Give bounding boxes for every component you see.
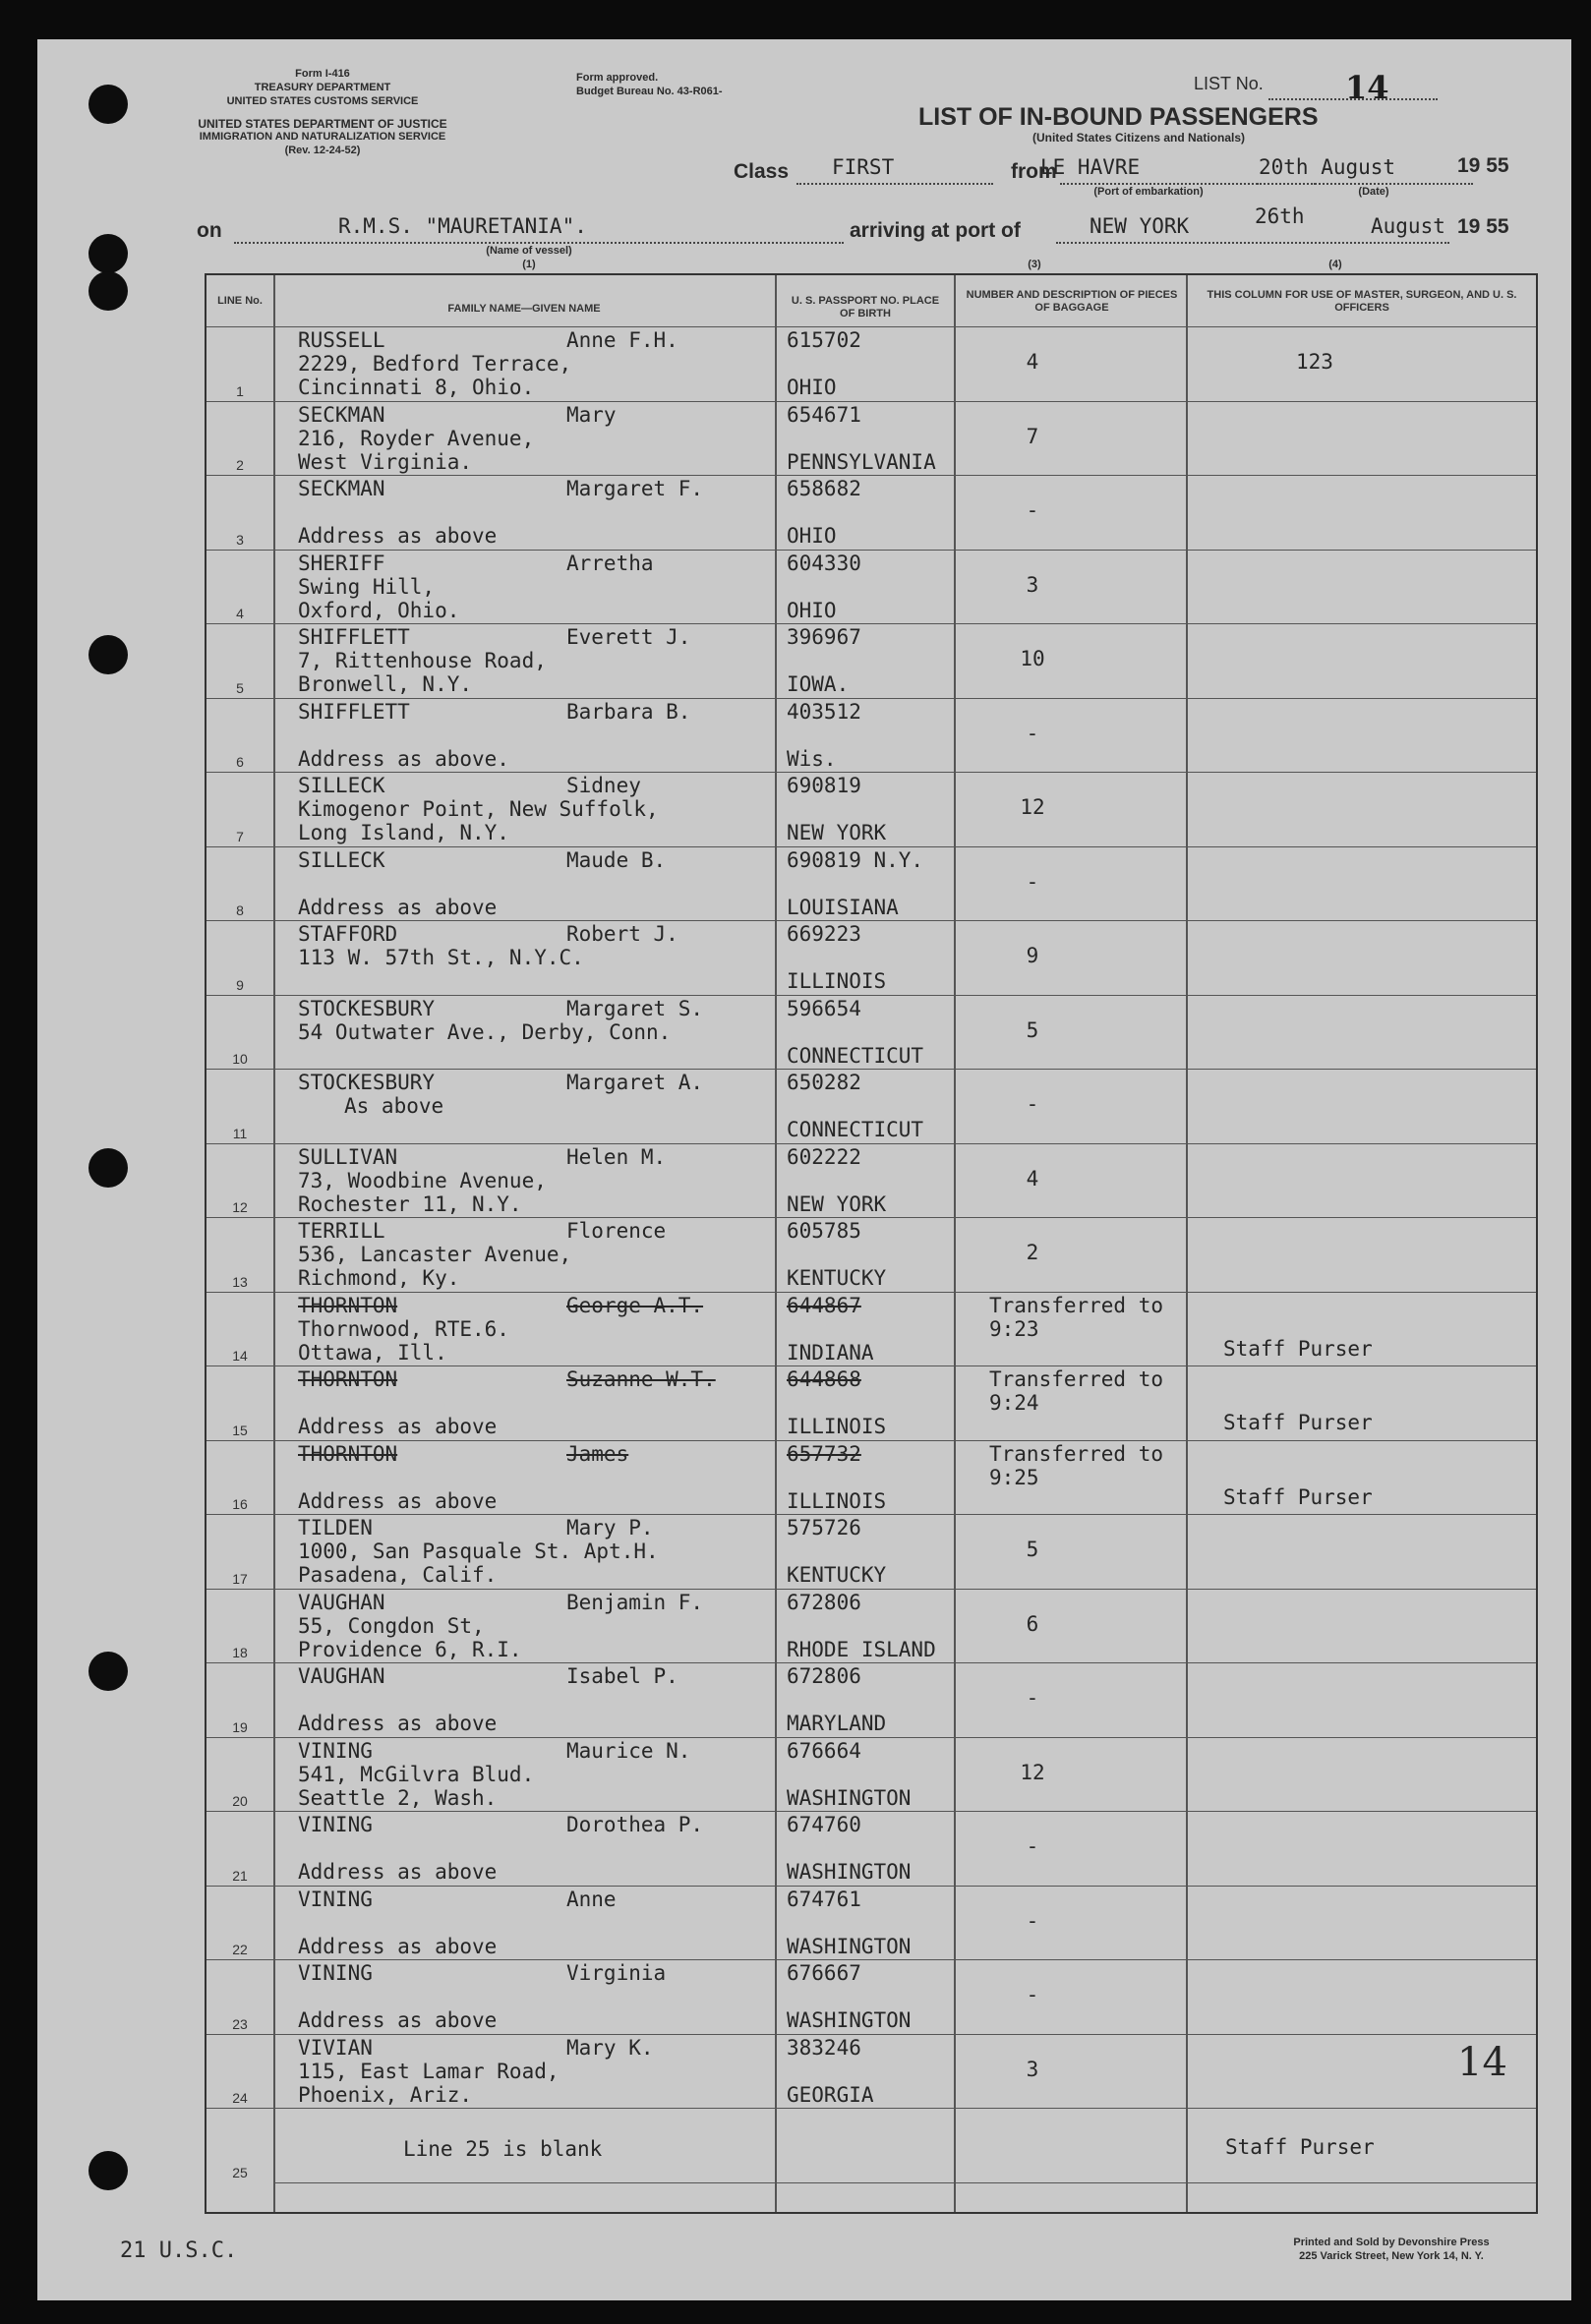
from-label: from bbox=[1011, 160, 1057, 183]
table-row bbox=[206, 550, 1536, 624]
table-row bbox=[206, 1886, 1536, 1960]
given-name: Mary K. bbox=[566, 2035, 654, 2060]
line-number: 17 bbox=[232, 1570, 248, 1587]
col-header-baggage: NUMBER AND DESCRIPTION OF PIECES OF BAGGAGE bbox=[966, 289, 1178, 314]
punch-hole bbox=[88, 271, 128, 311]
place-of-birth: INDIANA bbox=[787, 1340, 874, 1365]
place-of-birth: GEORGIA bbox=[787, 2082, 874, 2107]
class-value: FIRST bbox=[832, 155, 895, 179]
passport-number: 690819 N.Y. bbox=[787, 847, 924, 872]
given-name: James bbox=[566, 1441, 629, 1466]
family-name: TERRILL bbox=[298, 1219, 385, 1243]
line-number: 3 bbox=[236, 531, 244, 548]
table-row bbox=[206, 846, 1536, 921]
line-number: 8 bbox=[236, 902, 244, 918]
place-of-birth: KENTUCKY bbox=[787, 1266, 887, 1290]
given-name: Barbara B. bbox=[566, 699, 691, 724]
table-row bbox=[206, 475, 1536, 550]
caption-4: (4) bbox=[1328, 259, 1342, 270]
line-number: 7 bbox=[236, 828, 244, 844]
punch-hole bbox=[88, 635, 128, 674]
address-line-1: 1000, San Pasquale St. Apt.H. bbox=[298, 1540, 659, 1563]
address-line-2: Address as above bbox=[298, 895, 498, 919]
transfer-time: 9:23 bbox=[989, 1316, 1039, 1341]
table-row bbox=[206, 1292, 1536, 1366]
passport-number: 604330 bbox=[787, 551, 861, 575]
given-name: Margaret S. bbox=[566, 996, 704, 1020]
passport-number: 674761 bbox=[787, 1887, 861, 1911]
given-name: Mary bbox=[566, 402, 617, 427]
baggage-count: 4 bbox=[1026, 1166, 1039, 1191]
row-divider bbox=[206, 1365, 1536, 1366]
row-divider bbox=[206, 401, 1536, 402]
passport-number: 596654 bbox=[787, 996, 861, 1020]
address-line-1: 2229, Bedford Terrace, bbox=[298, 352, 572, 376]
family-name: SHIFFLETT bbox=[298, 699, 410, 724]
family-name: SHERIFF bbox=[298, 551, 385, 575]
table-row bbox=[206, 1811, 1536, 1886]
class-line bbox=[796, 183, 993, 185]
table-row bbox=[206, 995, 1536, 1070]
baggage-count: 12 bbox=[1020, 1760, 1045, 1784]
port-of-embarkation: LE HAVRE bbox=[1040, 155, 1141, 179]
address-line-2: Address as above bbox=[298, 1712, 498, 1735]
row-divider bbox=[206, 698, 1536, 699]
family-name: VAUGHAN bbox=[298, 1664, 385, 1688]
arrival-month: August bbox=[1371, 214, 1445, 238]
address-line-1: 73, Woodbine Avenue, bbox=[298, 1168, 547, 1192]
line-number: 13 bbox=[232, 1273, 248, 1290]
baggage-count: - bbox=[1026, 1834, 1039, 1858]
passport-number: 669223 bbox=[787, 922, 861, 946]
baggage-count: 4 bbox=[1026, 350, 1039, 374]
baggage-count: 3 bbox=[1026, 2057, 1039, 2081]
given-name: Margaret A. bbox=[566, 1071, 704, 1094]
given-name: Sidney bbox=[566, 774, 641, 797]
address-line-1: 7, Rittenhouse Road, bbox=[298, 649, 547, 672]
document-subtitle: (United States Citizens and Nationals) bbox=[1031, 131, 1246, 145]
baggage-count: - bbox=[1026, 1908, 1039, 1933]
place-of-birth: NEW YORK bbox=[787, 1191, 887, 1216]
given-name: Isabel P. bbox=[566, 1664, 678, 1688]
passport-number: 605785 bbox=[787, 1219, 861, 1243]
family-name: THORNTON bbox=[298, 1293, 398, 1317]
baggage-count: 12 bbox=[1020, 795, 1045, 819]
baggage-count: - bbox=[1026, 498, 1039, 522]
line-number: 1 bbox=[236, 382, 244, 399]
table-row bbox=[206, 2034, 1536, 2109]
form-approved: Form approved. bbox=[576, 72, 659, 84]
line-number: 18 bbox=[232, 1645, 248, 1660]
punch-hole bbox=[88, 234, 128, 273]
family-name: VIVIAN bbox=[298, 2035, 373, 2060]
place-of-birth: LOUISIANA bbox=[787, 895, 899, 919]
row-divider bbox=[206, 995, 1536, 996]
transfer-remark: Transferred to bbox=[989, 1293, 1164, 1317]
passport-number: 674760 bbox=[787, 1813, 861, 1836]
passport-number: 644867 bbox=[787, 1293, 861, 1317]
address-line-1: As above bbox=[344, 1094, 444, 1118]
row-divider bbox=[206, 550, 1536, 551]
punch-hole bbox=[88, 1148, 128, 1188]
passport-number: 672806 bbox=[787, 1664, 861, 1688]
line-number: 19 bbox=[232, 1718, 248, 1735]
officer-note: Staff Purser bbox=[1223, 1411, 1373, 1434]
place-of-birth: CONNECTICUT bbox=[787, 1118, 924, 1141]
baggage-count: - bbox=[1026, 721, 1039, 745]
place-of-birth: WASHINGTON bbox=[787, 1934, 912, 1958]
embarkation-date: 20th August bbox=[1259, 155, 1396, 179]
passport-number: 396967 bbox=[787, 625, 861, 649]
transfer-remark: Transferred to bbox=[989, 1441, 1164, 1466]
given-name: Dorothea P. bbox=[566, 1813, 704, 1836]
passport-number: 676667 bbox=[787, 1961, 861, 1985]
place-of-birth: ILLINOIS bbox=[787, 1415, 887, 1438]
given-name: Arretha bbox=[566, 551, 654, 575]
baggage-count: - bbox=[1026, 869, 1039, 894]
given-name: Anne F.H. bbox=[566, 328, 678, 352]
line-number: 16 bbox=[232, 1496, 248, 1512]
port-caption: (Port of embarkation) bbox=[1093, 186, 1204, 198]
place-of-birth: OHIO bbox=[787, 598, 837, 622]
place-of-birth: OHIO bbox=[787, 376, 837, 399]
line-number: 10 bbox=[232, 1051, 248, 1067]
revision-date: (Rev. 12-24-52) bbox=[284, 145, 361, 156]
address-line-2: Address as above bbox=[298, 1488, 498, 1513]
given-name: Everett J. bbox=[566, 625, 691, 649]
passport-number: 650282 bbox=[787, 1071, 861, 1094]
row-divider bbox=[206, 846, 1536, 847]
passport-number: 672806 bbox=[787, 1590, 861, 1614]
table-row bbox=[206, 1589, 1536, 1663]
date-line bbox=[1257, 183, 1473, 185]
table-row bbox=[206, 1365, 1536, 1440]
address-line-2: Oxford, Ohio. bbox=[298, 598, 460, 622]
passport-number: 383246 bbox=[787, 2035, 861, 2060]
given-name: Suzanne W.T. bbox=[566, 1367, 716, 1391]
baggage-count: 5 bbox=[1026, 1538, 1039, 1561]
table-row bbox=[206, 623, 1536, 698]
family-name: THORNTON bbox=[298, 1441, 398, 1466]
address-line-2: Phoenix, Ariz. bbox=[298, 2082, 473, 2107]
caption-3: (3) bbox=[1028, 259, 1041, 270]
table-row bbox=[206, 1737, 1536, 1812]
address-line-2: Richmond, Ky. bbox=[298, 1266, 460, 1290]
address-line-2: Address as above bbox=[298, 1934, 498, 1958]
family-name: SHIFFLETT bbox=[298, 625, 410, 649]
address-line-1: 536, Lancaster Avenue, bbox=[298, 1243, 572, 1266]
baggage-count: - bbox=[1026, 1092, 1039, 1116]
passport-number: 658682 bbox=[787, 477, 861, 500]
table-row bbox=[206, 1662, 1536, 1737]
table-row bbox=[206, 1069, 1536, 1143]
date-caption: (Date) bbox=[1358, 186, 1389, 198]
baggage-count: - bbox=[1026, 1686, 1039, 1710]
given-name: George A.T. bbox=[566, 1293, 704, 1317]
passport-number: 644868 bbox=[787, 1367, 861, 1391]
line-number: 5 bbox=[236, 679, 244, 696]
baggage-count: 5 bbox=[1026, 1017, 1039, 1042]
transfer-time: 9:25 bbox=[989, 1465, 1039, 1489]
passport-number: 602222 bbox=[787, 1144, 861, 1169]
arrival-port: NEW YORK bbox=[1090, 214, 1190, 238]
family-name: SULLIVAN bbox=[298, 1144, 398, 1169]
table-row bbox=[206, 1514, 1536, 1589]
address-line-2: Address as above bbox=[298, 1860, 498, 1884]
passport-number: 403512 bbox=[787, 699, 861, 724]
baggage-count: 3 bbox=[1026, 572, 1039, 597]
family-name: STOCKESBURY bbox=[298, 1071, 436, 1094]
row-divider bbox=[206, 772, 1536, 773]
place-of-birth: MARYLAND bbox=[787, 1712, 887, 1735]
table-row bbox=[206, 326, 1536, 401]
given-name: Anne bbox=[566, 1887, 617, 1911]
address-line-2: Address as above bbox=[298, 1415, 498, 1438]
class-label: Class bbox=[734, 160, 790, 183]
line-number: 12 bbox=[232, 1199, 248, 1215]
address-line-2: West Virginia. bbox=[298, 449, 473, 474]
budget-bureau: Budget Bureau No. 43-R061- bbox=[576, 86, 723, 97]
family-name: SECKMAN bbox=[298, 477, 385, 500]
address-line-2: Ottawa, Ill. bbox=[298, 1340, 447, 1365]
punch-hole bbox=[88, 1652, 128, 1691]
passport-number: 575726 bbox=[787, 1516, 861, 1540]
address-line-1: Kimogenor Point, New Suffolk, bbox=[298, 797, 659, 821]
row-divider bbox=[206, 1514, 1536, 1515]
baggage-count: 9 bbox=[1026, 944, 1039, 967]
row-divider bbox=[206, 326, 1536, 327]
address-line-1: 55, Congdon St, bbox=[298, 1613, 485, 1638]
baggage-count: 6 bbox=[1026, 1611, 1039, 1636]
line-number: 11 bbox=[232, 1125, 248, 1141]
family-name: VAUGHAN bbox=[298, 1590, 385, 1614]
table-row bbox=[206, 920, 1536, 995]
given-name: Robert J. bbox=[566, 922, 678, 946]
printer-line-2: 225 Varick Street, New York 14, N. Y. bbox=[1299, 2250, 1484, 2262]
family-name: VINING bbox=[298, 1887, 373, 1911]
row-divider bbox=[206, 1662, 1536, 1663]
passenger-table bbox=[205, 273, 1538, 2214]
row-divider bbox=[206, 1143, 1536, 1144]
given-name: Florence bbox=[566, 1219, 667, 1243]
place-of-birth: NEW YORK bbox=[787, 821, 887, 844]
statute-reference: 21 U.S.C. bbox=[120, 2238, 238, 2263]
address-line-2: Pasadena, Calif. bbox=[298, 1563, 498, 1587]
place-of-birth: PENNSYLVANIA bbox=[787, 449, 936, 474]
document-title: LIST OF IN-BOUND PASSENGERS bbox=[918, 103, 1319, 131]
family-name: SILLECK bbox=[298, 774, 385, 797]
row-divider bbox=[206, 1217, 1536, 1218]
address-line-2: Providence 6, R.I. bbox=[298, 1637, 522, 1661]
col-header-officers: THIS COLUMN FOR USE OF MASTER, SURGEON, AND U. S. OFFICERS bbox=[1207, 289, 1517, 314]
officer-note: Staff Purser bbox=[1225, 2135, 1375, 2159]
passport-number: 676664 bbox=[787, 1738, 861, 1763]
table-row bbox=[206, 1959, 1536, 2034]
line-number: 21 bbox=[232, 1867, 248, 1884]
address-line-2: Rochester 11, N.Y. bbox=[298, 1191, 522, 1216]
address-line-1: 113 W. 57th St., N.Y.C. bbox=[298, 946, 584, 969]
place-of-birth: Wis. bbox=[787, 746, 837, 771]
address-line-2: Address as above. bbox=[298, 746, 509, 771]
baggage-count: - bbox=[1026, 1983, 1039, 2006]
address-line-1: 541, McGilvra Blud. bbox=[298, 1762, 535, 1786]
family-name: SILLECK bbox=[298, 847, 385, 872]
line-number: 6 bbox=[236, 754, 244, 770]
place-of-birth: ILLINOIS bbox=[787, 969, 887, 993]
row-divider bbox=[206, 2034, 1536, 2035]
transfer-time: 9:24 bbox=[989, 1391, 1039, 1415]
treasury-dept: TREASURY DEPARTMENT bbox=[254, 82, 391, 93]
embarkation-year: 19 55 bbox=[1457, 154, 1509, 177]
line-number: 14 bbox=[232, 1348, 248, 1364]
row-divider bbox=[206, 475, 1536, 476]
justice-dept: UNITED STATES DEPARTMENT OF JUSTICE bbox=[198, 117, 447, 131]
row-divider bbox=[206, 920, 1536, 921]
place-of-birth: OHIO bbox=[787, 524, 837, 548]
given-name: Maude B. bbox=[566, 847, 667, 872]
caption-1: (1) bbox=[522, 259, 536, 270]
passport-number: 654671 bbox=[787, 402, 861, 427]
passport-number: 615702 bbox=[787, 328, 861, 352]
table-row bbox=[206, 1217, 1536, 1292]
line-number: 22 bbox=[232, 1942, 248, 1957]
given-name: Helen M. bbox=[566, 1144, 667, 1169]
vessel-line bbox=[234, 242, 844, 244]
address-line-2: Line 25 is blank bbox=[403, 2137, 603, 2161]
row-divider bbox=[206, 1959, 1536, 1960]
col-header-name: FAMILY NAME—GIVEN NAME bbox=[447, 303, 601, 315]
table-row bbox=[206, 1143, 1536, 1218]
family-name: TILDEN bbox=[298, 1516, 373, 1540]
address-line-2: Cincinnati 8, Ohio. bbox=[298, 376, 535, 399]
arrival-year: 19 55 bbox=[1457, 215, 1509, 238]
punch-hole bbox=[88, 2151, 128, 2190]
arrival-day: 26th bbox=[1255, 204, 1305, 228]
given-name: Maurice N. bbox=[566, 1738, 691, 1763]
passport-number: 657732 bbox=[787, 1441, 861, 1466]
address-line-1: 54 Outwater Ave., Derby, Conn. bbox=[298, 1019, 672, 1044]
transfer-remark: Transferred to bbox=[989, 1367, 1164, 1391]
address-line-2: Address as above bbox=[298, 2008, 498, 2032]
place-of-birth: IOWA. bbox=[787, 672, 850, 696]
line-number: 4 bbox=[236, 606, 244, 621]
line-number: 25 bbox=[232, 2164, 248, 2180]
vessel-caption: (Name of vessel) bbox=[486, 245, 572, 257]
list-label: LIST No. bbox=[1194, 74, 1264, 93]
place-of-birth: CONNECTICUT bbox=[787, 1043, 924, 1068]
table-row bbox=[206, 2108, 1536, 2182]
officer-note: 123 bbox=[1296, 350, 1333, 374]
customs-service: UNITED STATES CUSTOMS SERVICE bbox=[226, 95, 419, 107]
manifest-sheet bbox=[37, 39, 1571, 2300]
row-divider bbox=[206, 623, 1536, 624]
row-divider bbox=[206, 1737, 1536, 1738]
officer-note: 14 bbox=[1457, 2039, 1507, 2085]
family-name: SECKMAN bbox=[298, 402, 385, 427]
place-of-birth: KENTUCKY bbox=[787, 1563, 887, 1587]
given-name: Benjamin F. bbox=[566, 1590, 704, 1614]
on-label: on bbox=[197, 219, 222, 242]
given-name: Virginia bbox=[566, 1961, 667, 1985]
form-number: Form I-416 bbox=[295, 68, 350, 80]
address-line-1: Swing Hill, bbox=[298, 574, 436, 599]
line-number: 9 bbox=[236, 976, 244, 993]
line-number: 20 bbox=[232, 1793, 248, 1809]
family-name: RUSSELL bbox=[298, 328, 385, 352]
vessel-name: R.M.S. "MAURETANIA". bbox=[338, 214, 587, 238]
row-divider bbox=[273, 2182, 1536, 2183]
baggage-count: 7 bbox=[1026, 424, 1039, 448]
table-row bbox=[206, 1440, 1536, 1515]
place-of-birth: WASHINGTON bbox=[787, 1785, 912, 1810]
table-row bbox=[206, 698, 1536, 773]
row-divider bbox=[206, 1292, 1536, 1293]
given-name: Margaret F. bbox=[566, 477, 704, 500]
family-name: THORNTON bbox=[298, 1367, 398, 1391]
place-of-birth: ILLINOIS bbox=[787, 1488, 887, 1513]
family-name: STAFFORD bbox=[298, 922, 398, 946]
officer-note: Staff Purser bbox=[1223, 1484, 1373, 1509]
table-row bbox=[206, 772, 1536, 846]
place-of-birth: WASHINGTON bbox=[787, 2008, 912, 2032]
place-of-birth: WASHINGTON bbox=[787, 1860, 912, 1884]
family-name: VINING bbox=[298, 1813, 373, 1836]
row-divider bbox=[206, 1886, 1536, 1887]
arrival-line bbox=[1056, 242, 1449, 244]
printer-line-1: Printed and Sold by Devonshire Press bbox=[1293, 2237, 1490, 2248]
row-divider bbox=[206, 2108, 1536, 2109]
row-divider bbox=[206, 1811, 1536, 1812]
family-name: STOCKESBURY bbox=[298, 996, 436, 1020]
baggage-count: 2 bbox=[1026, 1241, 1039, 1264]
address-line-1: Thornwood, RTE.6. bbox=[298, 1316, 509, 1341]
row-divider bbox=[206, 1440, 1536, 1441]
row-divider bbox=[206, 1069, 1536, 1070]
family-name: VINING bbox=[298, 1961, 373, 1985]
list-number: 14 bbox=[1345, 69, 1389, 106]
col-header-passport: U. S. PASSPORT NO. PLACE OF BIRTH bbox=[791, 295, 940, 320]
family-name: VINING bbox=[298, 1738, 373, 1763]
address-line-1: 216, Royder Avenue, bbox=[298, 426, 535, 450]
line-number: 24 bbox=[232, 2090, 248, 2106]
line-number: 2 bbox=[236, 457, 244, 473]
baggage-count: 10 bbox=[1020, 647, 1045, 670]
line-number: 15 bbox=[232, 1422, 248, 1438]
officer-note: Staff Purser bbox=[1223, 1336, 1373, 1361]
table-row bbox=[206, 401, 1536, 476]
given-name: Mary P. bbox=[566, 1516, 654, 1540]
passport-number: 690819 bbox=[787, 774, 861, 797]
arriving-label: arriving at port of bbox=[850, 219, 1021, 242]
address-line-2: Long Island, N.Y. bbox=[298, 821, 509, 844]
address-line-2: Seattle 2, Wash. bbox=[298, 1785, 498, 1810]
row-divider bbox=[206, 1589, 1536, 1590]
col-header-line: LINE No. bbox=[217, 295, 263, 307]
address-line-2: Address as above bbox=[298, 524, 498, 548]
address-line-1: 115, East Lamar Road, bbox=[298, 2059, 560, 2083]
punch-hole bbox=[88, 85, 128, 124]
address-line-2: Bronwell, N.Y. bbox=[298, 672, 473, 696]
line-number: 23 bbox=[232, 2015, 248, 2032]
ins-service: IMMIGRATION AND NATURALIZATION SERVICE bbox=[199, 131, 446, 143]
place-of-birth: RHODE ISLAND bbox=[787, 1637, 936, 1661]
